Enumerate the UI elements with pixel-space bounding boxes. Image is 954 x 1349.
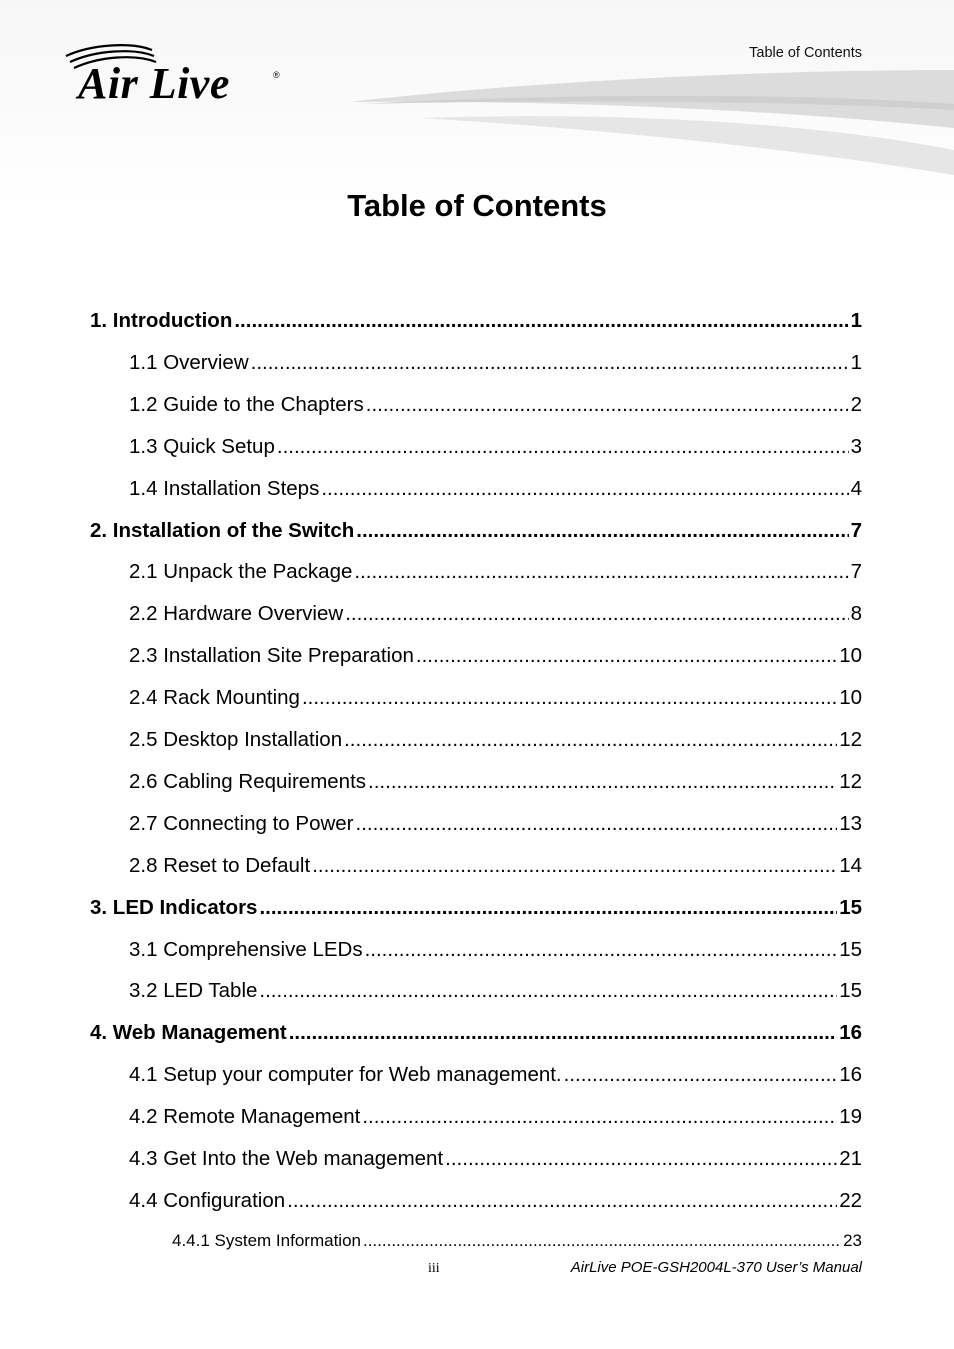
toc-entry[interactable]: [129, 557, 862, 587]
toc-entry-title: 2.3 Installation Site Preparation: [129, 644, 414, 668]
toc-entry[interactable]: [172, 1226, 862, 1256]
toc-entry-page: 7: [850, 560, 862, 584]
toc-entry[interactable]: [129, 767, 862, 797]
toc-dot-leader: [416, 641, 837, 671]
toc-entry-title: 2. Installation of the Switch: [90, 518, 355, 542]
toc-entry-title: 4.3 Get Into the Web management: [129, 1147, 444, 1170]
toc-entry-title: 3. LED Indicators: [90, 895, 258, 919]
toc-entry-title: 1. Introduction: [90, 309, 233, 332]
toc-entry[interactable]: [129, 683, 862, 713]
toc-entry[interactable]: [90, 1018, 862, 1048]
toc-entry[interactable]: [129, 641, 862, 671]
toc-entry[interactable]: [129, 809, 862, 839]
toc-entry-title: 3.2 LED Table: [129, 979, 258, 1003]
toc-entry[interactable]: [129, 348, 862, 378]
toc-entry[interactable]: [129, 474, 862, 504]
toc-entry[interactable]: [129, 599, 862, 629]
toc-entry-page: 4: [850, 476, 862, 500]
toc-dot-leader: [445, 1144, 837, 1174]
toc-dot-leader: [259, 893, 837, 923]
toc-entry-title: 1.4 Installation Steps: [129, 476, 320, 500]
toc-entry-title: 4.4 Configuration: [129, 1188, 286, 1212]
toc-dot-leader: [302, 683, 837, 713]
toc-entry[interactable]: [129, 1186, 862, 1216]
toc-dot-leader: [287, 1186, 837, 1216]
toc-entry-page: 10: [839, 686, 862, 710]
toc-entry[interactable]: [129, 432, 862, 462]
running-head: Table of Contents: [749, 45, 862, 61]
toc-dot-leader: [234, 306, 848, 336]
toc-entry-page: 12: [839, 728, 862, 751]
toc-dot-leader: [356, 809, 838, 839]
footer-page-number: iii: [428, 1261, 440, 1276]
toc-entry-page: 19: [839, 1105, 862, 1129]
toc-entry-page: 13: [839, 811, 862, 835]
toc-dot-leader: [362, 1102, 837, 1132]
toc-entry[interactable]: [129, 1144, 862, 1174]
toc-entry-title: 2.6 Cabling Requirements: [129, 769, 367, 793]
toc-dot-leader: [365, 935, 838, 965]
toc-entry-title: 2.8 Reset to Default: [129, 853, 311, 877]
toc-entry-title: 1.1 Overview: [129, 350, 249, 374]
toc-entry[interactable]: [90, 306, 862, 336]
toc-entry[interactable]: [90, 893, 862, 923]
toc-dot-leader: [259, 976, 837, 1006]
toc-entry[interactable]: [129, 1102, 862, 1132]
toc-entry[interactable]: [129, 390, 862, 420]
footer-manual-name: AirLive POE-GSH2004L-370 User’s Manual: [570, 1259, 862, 1276]
toc-dot-leader: [289, 1018, 837, 1048]
toc-entry-title: 4.1 Setup your computer for Web management.: [129, 1063, 562, 1087]
toc-dot-leader: [277, 432, 849, 462]
toc-entry-page: 12: [839, 769, 862, 793]
toc-entry-page: 14: [839, 853, 862, 877]
toc-entry[interactable]: [129, 1060, 862, 1090]
toc-dot-leader: [354, 557, 848, 587]
toc-entry-title: 2.5 Desktop Installation: [129, 728, 343, 751]
toc-entry-page: 10: [839, 644, 862, 668]
toc-entry-title: 3.1 Comprehensive LEDs: [129, 937, 363, 961]
toc-entry-page: 7: [850, 518, 862, 542]
toc-entry-title: 2.4 Rack Mounting: [129, 686, 300, 710]
toc-entry-title: 1.2 Guide to the Chapters: [129, 392, 364, 416]
toc-entry-title: 2.7 Connecting to Power: [129, 811, 354, 835]
airlive-logo: Air Live: [78, 59, 230, 108]
toc-dot-leader: [344, 725, 837, 755]
toc-entry[interactable]: [129, 851, 862, 881]
toc-entry-page: 16: [839, 1021, 862, 1045]
toc-dot-leader: [356, 516, 848, 546]
toc-entry[interactable]: [129, 725, 862, 755]
toc-entry-page: 15: [839, 895, 862, 919]
toc-dot-leader: [312, 851, 837, 881]
toc-entry-title: 2.1 Unpack the Package: [129, 560, 353, 584]
toc-entry-page: 16: [839, 1063, 862, 1087]
toc-dot-leader: [366, 390, 849, 420]
toc-entry-title: 4. Web Management: [90, 1021, 287, 1045]
toc-entry[interactable]: [129, 935, 862, 965]
toc-dot-leader: [321, 474, 848, 504]
toc-entry-page: 15: [839, 979, 862, 1003]
toc-entry-page: 2: [850, 392, 862, 416]
toc-entry-page: 1: [850, 309, 862, 332]
toc-entry-page: 23: [843, 1230, 862, 1250]
toc-entry-page: 8: [850, 602, 862, 626]
toc-dot-leader: [363, 1226, 841, 1256]
toc-entry-page: 3: [850, 434, 862, 458]
toc-entry-title: 1.3 Quick Setup: [129, 434, 275, 458]
toc-entry-title: 4.2 Remote Management: [129, 1105, 361, 1129]
toc-dot-leader: [564, 1060, 838, 1090]
toc-entry-page: 22: [839, 1188, 862, 1212]
toc-dot-leader: [368, 767, 837, 797]
toc-dot-leader: [251, 348, 849, 378]
toc-entry[interactable]: [90, 516, 862, 546]
toc-entry-title: 2.2 Hardware Overview: [129, 602, 344, 626]
toc-entry[interactable]: [129, 976, 862, 1006]
registered-mark: ®: [273, 70, 280, 80]
toc-entry-page: 15: [839, 937, 862, 961]
toc-dot-leader: [345, 599, 848, 629]
toc-entry-page: 21: [839, 1147, 862, 1170]
toc-entry-title: 4.4.1 System Information: [172, 1230, 361, 1250]
page-title: Table of Contents: [347, 188, 607, 223]
toc-entry-page: 1: [850, 350, 862, 374]
